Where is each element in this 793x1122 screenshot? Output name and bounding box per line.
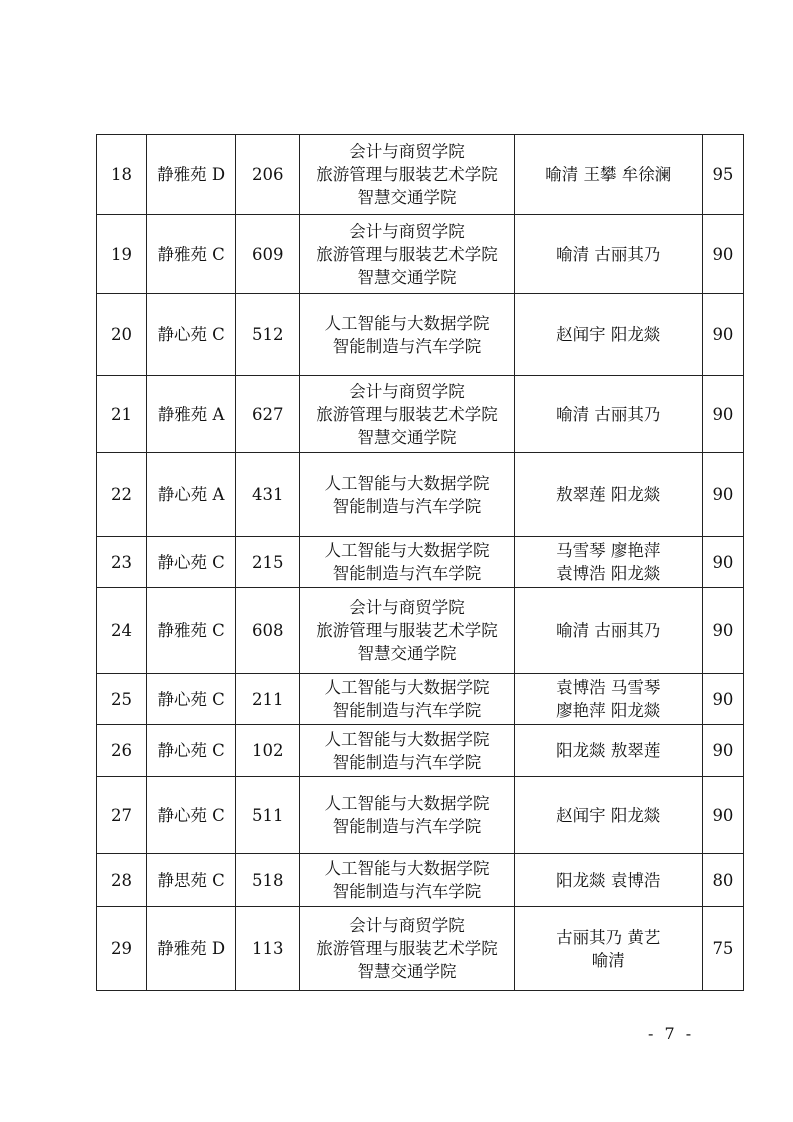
people-line: 敖翠莲 阳龙燚 <box>556 485 661 504</box>
college-list <box>300 588 514 674</box>
responsible-people <box>514 588 702 674</box>
row-number: 28 <box>97 854 147 907</box>
score: 90 <box>702 537 743 588</box>
people-line: 廖艳萍 阳龙燚 <box>556 701 661 720</box>
college-name: 智能制造与汽车学院 <box>332 496 482 516</box>
table-row <box>97 854 744 907</box>
row-number: 24 <box>97 588 147 674</box>
college-list <box>300 725 514 777</box>
people-line: 喻清 古丽其乃 <box>556 404 661 424</box>
people-line: 赵闻宇 阳龙燚 <box>556 805 661 825</box>
college-list <box>300 453 514 537</box>
table-row <box>97 907 744 991</box>
dormitory-score-table <box>96 134 744 991</box>
people-line: 阳龙燚 袁博浩 <box>556 870 661 890</box>
row-number: 19 <box>97 215 147 294</box>
college-list <box>300 215 514 294</box>
college-list <box>300 674 514 725</box>
college-name: 人工智能与大数据学院 <box>324 794 490 813</box>
responsible-people <box>514 453 702 537</box>
college-name: 智能制造与汽车学院 <box>332 564 482 583</box>
building-name: 静心苑 A <box>147 453 236 537</box>
people-line: 袁博浩 阳龙燚 <box>556 564 661 583</box>
college-name: 旅游管理与服装艺术学院 <box>316 244 498 264</box>
room-number: 215 <box>236 537 300 588</box>
row-number: 20 <box>97 294 147 376</box>
college-name: 旅游管理与服装艺术学院 <box>316 939 498 958</box>
responsible-people <box>514 376 702 453</box>
table-row <box>97 135 744 215</box>
room-number: 206 <box>236 135 300 215</box>
row-number: 23 <box>97 537 147 588</box>
score: 90 <box>702 294 743 376</box>
people-line: 喻清 王攀 牟徐澜 <box>545 165 672 184</box>
college-name: 智能制造与汽车学院 <box>332 752 482 772</box>
college-name: 智慧交通学院 <box>357 188 457 207</box>
college-list <box>300 777 514 854</box>
people-line: 袁博浩 马雪琴 <box>556 678 661 697</box>
college-name: 智能制造与汽车学院 <box>332 817 482 836</box>
score: 80 <box>702 854 743 907</box>
responsible-people <box>514 215 702 294</box>
table-body <box>97 135 744 991</box>
row-number: 25 <box>97 674 147 725</box>
college-name: 会计与商贸学院 <box>349 916 465 935</box>
room-number: 608 <box>236 588 300 674</box>
responsible-people <box>514 537 702 588</box>
table-row <box>97 453 744 537</box>
room-number: 431 <box>236 453 300 537</box>
building-name: 静雅苑 C <box>147 215 236 294</box>
score: 90 <box>702 453 743 537</box>
college-name: 人工智能与大数据学院 <box>324 473 490 493</box>
college-name: 会计与商贸学院 <box>349 221 465 241</box>
room-number: 512 <box>236 294 300 376</box>
college-name: 会计与商贸学院 <box>349 381 465 401</box>
building-name: 静雅苑 C <box>147 588 236 674</box>
score: 90 <box>702 215 743 294</box>
row-number: 29 <box>97 907 147 991</box>
building-name: 静心苑 C <box>147 725 236 777</box>
people-line: 阳龙燚 敖翠莲 <box>556 741 661 760</box>
table-row <box>97 674 744 725</box>
row-number: 22 <box>97 453 147 537</box>
college-name: 旅游管理与服装艺术学院 <box>316 165 498 184</box>
building-name: 静心苑 C <box>147 777 236 854</box>
responsible-people <box>514 674 702 725</box>
college-list <box>300 537 514 588</box>
college-name: 智慧交通学院 <box>357 962 457 981</box>
people-line: 喻清 古丽其乃 <box>556 621 661 640</box>
building-name: 静雅苑 D <box>147 135 236 215</box>
building-name: 静心苑 C <box>147 294 236 376</box>
responsible-people <box>514 294 702 376</box>
table-row <box>97 537 744 588</box>
table-row <box>97 725 744 777</box>
table-row <box>97 376 744 453</box>
people-line: 赵闻宇 阳龙燚 <box>556 325 661 344</box>
college-name: 人工智能与大数据学院 <box>324 541 490 560</box>
college-name: 旅游管理与服装艺术学院 <box>316 621 498 640</box>
room-number: 113 <box>236 907 300 991</box>
college-name: 人工智能与大数据学院 <box>324 313 490 333</box>
score: 75 <box>702 907 743 991</box>
row-number: 27 <box>97 777 147 854</box>
college-name: 人工智能与大数据学院 <box>324 678 490 697</box>
college-name: 旅游管理与服装艺术学院 <box>316 404 498 424</box>
building-name: 静思苑 C <box>147 854 236 907</box>
table-row <box>97 294 744 376</box>
college-list <box>300 376 514 453</box>
room-number: 511 <box>236 777 300 854</box>
score: 95 <box>702 135 743 215</box>
row-number: 21 <box>97 376 147 453</box>
row-number: 18 <box>97 135 147 215</box>
building-name: 静雅苑 A <box>147 376 236 453</box>
college-list <box>300 294 514 376</box>
college-name: 智慧交通学院 <box>357 644 457 663</box>
row-number: 26 <box>97 725 147 777</box>
college-name: 智慧交通学院 <box>357 427 457 447</box>
college-list <box>300 854 514 907</box>
room-number: 518 <box>236 854 300 907</box>
college-name: 智能制造与汽车学院 <box>332 336 482 356</box>
college-list <box>300 135 514 215</box>
room-number: 627 <box>236 376 300 453</box>
college-name: 人工智能与大数据学院 <box>324 729 490 749</box>
table-row <box>97 215 744 294</box>
college-name: 会计与商贸学院 <box>349 598 465 617</box>
building-name: 静雅苑 D <box>147 907 236 991</box>
score: 90 <box>702 376 743 453</box>
building-name: 静心苑 C <box>147 674 236 725</box>
college-name: 人工智能与大数据学院 <box>324 859 490 878</box>
people-line: 马雪琴 廖艳萍 <box>556 541 661 560</box>
college-name: 智慧交通学院 <box>357 267 457 287</box>
responsible-people <box>514 907 702 991</box>
college-name: 智能制造与汽车学院 <box>332 701 482 720</box>
table-row <box>97 588 744 674</box>
college-list <box>300 907 514 991</box>
room-number: 102 <box>236 725 300 777</box>
score: 90 <box>702 588 743 674</box>
score: 90 <box>702 674 743 725</box>
room-number: 211 <box>236 674 300 725</box>
building-name: 静心苑 C <box>147 537 236 588</box>
page-number: - 7 - <box>648 1024 695 1043</box>
score: 90 <box>702 725 743 777</box>
college-name: 会计与商贸学院 <box>349 142 465 161</box>
room-number: 609 <box>236 215 300 294</box>
people-line: 喻清 古丽其乃 <box>556 244 661 264</box>
responsible-people <box>514 135 702 215</box>
responsible-people <box>514 725 702 777</box>
people-line: 喻清 <box>591 950 625 970</box>
responsible-people <box>514 777 702 854</box>
table-row <box>97 777 744 854</box>
responsible-people <box>514 854 702 907</box>
score: 90 <box>702 777 743 854</box>
college-name: 智能制造与汽车学院 <box>332 882 482 901</box>
people-line: 古丽其乃 黄艺 <box>556 927 661 947</box>
